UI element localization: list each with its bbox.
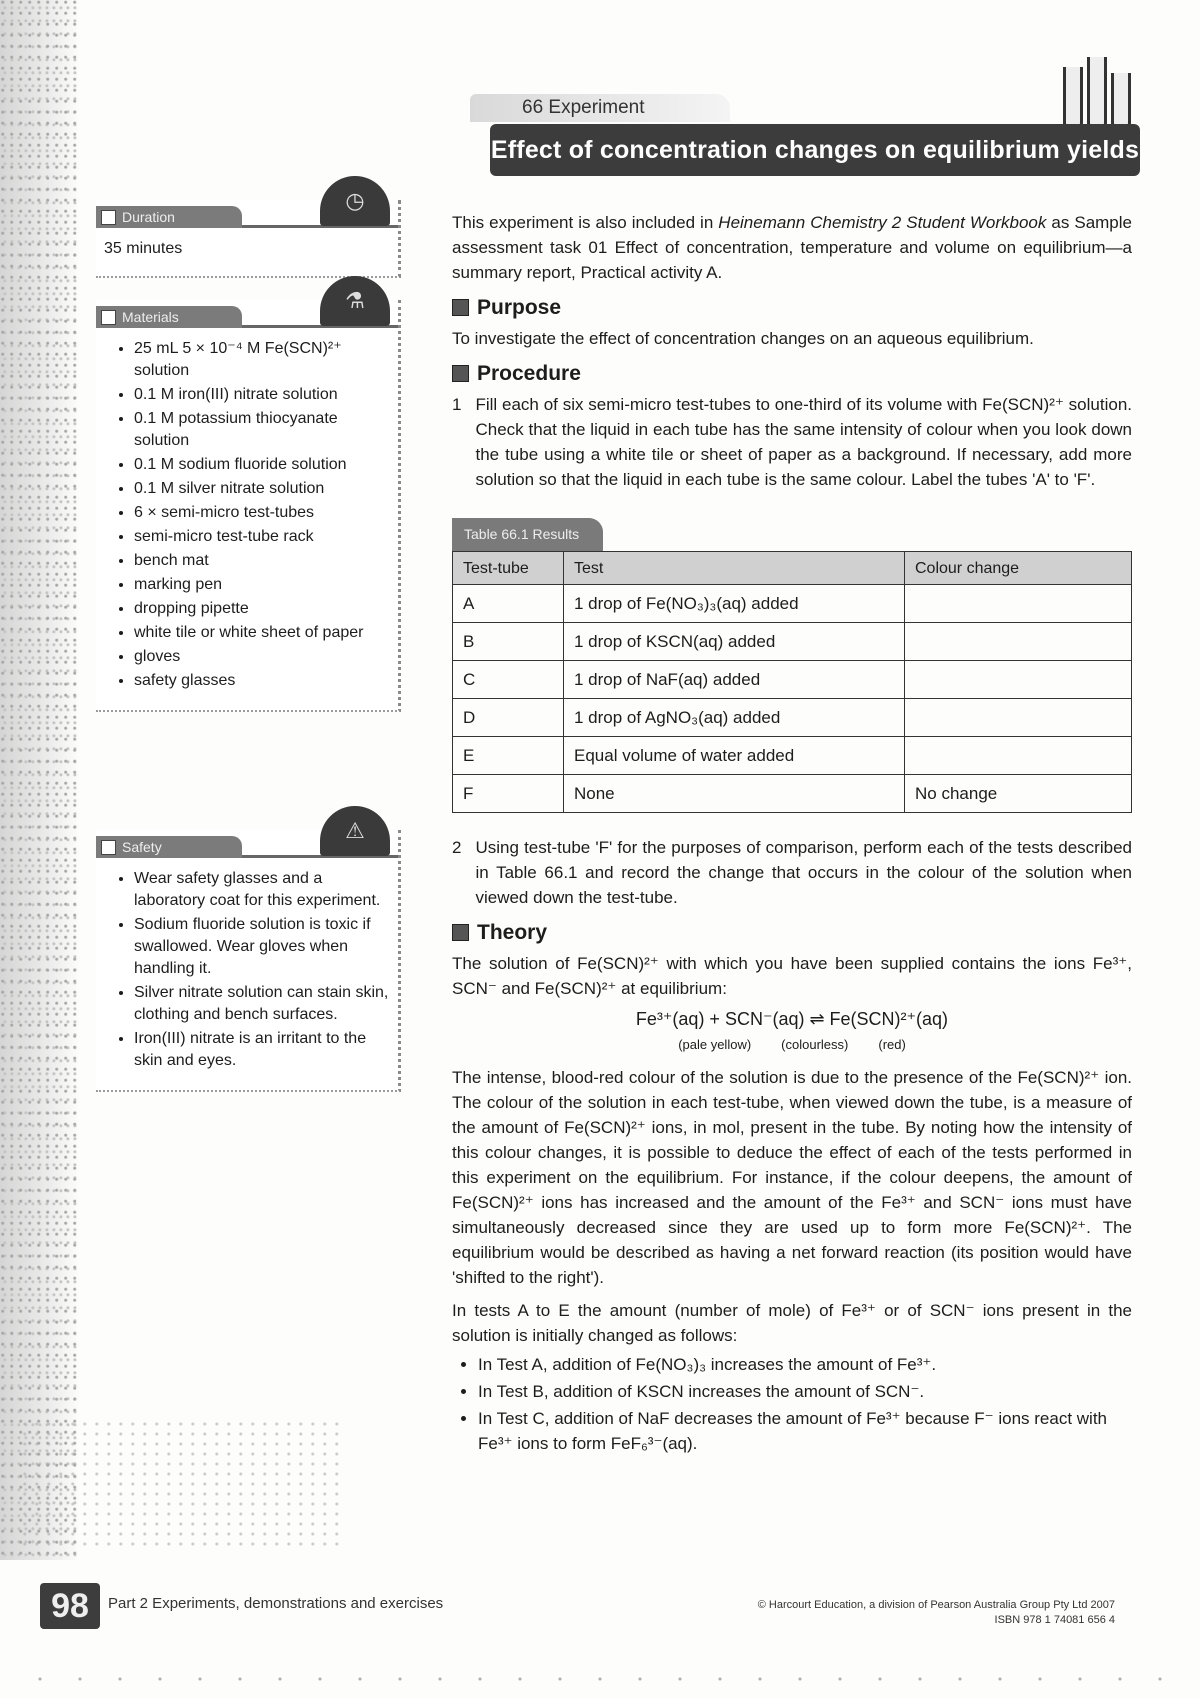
list-item: • In Test C, addition of NaF decreases the amount of Fe³⁺ because F⁻ ions react with Fe³⁺ ions to form FeF₆³⁻(aq). bbox=[478, 1406, 1132, 1456]
scan-shadow bbox=[0, 0, 80, 1560]
table-row: B 1 drop of KSCN(aq) added bbox=[453, 623, 1132, 661]
duration-tab: Duration bbox=[96, 206, 242, 228]
safety-box bbox=[96, 818, 401, 1092]
list-item: • 0.1 M sodium fluoride solution bbox=[134, 454, 390, 476]
table-row: E Equal volume of water added bbox=[453, 737, 1132, 775]
list-item: • 0.1 M potassium thiocyanate solution bbox=[134, 408, 390, 452]
equation-labels: (pale yellow) (colourless) (red) bbox=[678, 1037, 906, 1052]
test-tubes-icon bbox=[1055, 60, 1145, 130]
list-item: • bench mat bbox=[134, 550, 390, 572]
list-item: • Silver nitrate solution can stain skin, clothing and bench surfaces. bbox=[134, 982, 390, 1026]
results-table bbox=[452, 551, 1132, 813]
table-row: D 1 drop of AgNO₃(aq) added bbox=[453, 699, 1132, 737]
column-header: Test bbox=[564, 552, 905, 585]
heading-square-icon bbox=[452, 365, 469, 382]
colour-change-cell[interactable] bbox=[905, 661, 1132, 699]
safety-list bbox=[104, 868, 390, 1072]
list-item: • 6 × semi-micro test-tubes bbox=[134, 502, 390, 524]
clock-icon: ◷ bbox=[320, 176, 390, 226]
equilibrium-equation: Fe³⁺(aq) + SCN⁻(aq) ⇌ Fe(SCN)²⁺(aq) bbox=[635, 1009, 949, 1029]
safety-goggles-icon: ⚠ bbox=[320, 806, 390, 856]
table-header-row bbox=[453, 552, 1132, 585]
theory-paragraph: In tests A to E the amount (number of mole) of Fe³⁺ or of SCN⁻ ions present in the solution is initially changed as follows: bbox=[452, 1301, 1132, 1345]
page-title: Effect of concentration changes on equilibrium yields bbox=[490, 124, 1140, 176]
heading-square-icon bbox=[452, 924, 469, 941]
book-title: Heinemann Chemistry 2 Student Workbook bbox=[718, 213, 1047, 232]
beaker-icon: ⚗ bbox=[320, 276, 390, 326]
purpose-heading: Purpose bbox=[452, 295, 1132, 320]
colour-change-cell[interactable] bbox=[905, 699, 1132, 737]
list-item: • safety glasses bbox=[134, 670, 390, 692]
duration-box bbox=[96, 188, 401, 278]
list-item: • 0.1 M silver nitrate solution bbox=[134, 478, 390, 500]
theory-heading: Theory bbox=[452, 920, 1132, 945]
list-item: • Iron(III) nitrate is an irritant to the skin and eyes. bbox=[134, 1028, 390, 1072]
theory-paragraph: The solution of Fe(SCN)²⁺ with which you have been supplied contains the ions Fe³⁺, SCN⁻ and Fe(SCN)²⁺ at equilibrium: bbox=[452, 954, 1132, 998]
results-table-block bbox=[452, 518, 1132, 813]
table-row: C 1 drop of NaF(aq) added bbox=[453, 661, 1132, 699]
procedure-step-2: 2 Using test-tube 'F' for the purposes of comparison, perform each of the tests described in Table 66.1 and record the change that occurs in the colour of the solution when viewed down the test-tube. bbox=[452, 838, 1132, 907]
list-item: • 0.1 M iron(III) nitrate solution bbox=[134, 384, 390, 406]
list-item: • dropping pipette bbox=[134, 598, 390, 620]
list-item: • white tile or white sheet of paper bbox=[134, 622, 390, 644]
list-item: • Sodium fluoride solution is toxic if swallowed. Wear gloves when handling it. bbox=[134, 914, 390, 980]
footer-section-title: Part 2 Experiments, demonstrations and exercises bbox=[108, 1595, 444, 1612]
safety-tab: Safety bbox=[96, 836, 242, 858]
isbn: ISBN 978 1 74081 656 4 bbox=[994, 1614, 1115, 1626]
column-header: Colour change bbox=[905, 552, 1132, 585]
table-row: F None No change bbox=[453, 775, 1132, 813]
materials-list bbox=[104, 338, 390, 692]
checkbox-icon bbox=[101, 210, 116, 225]
table-row: A 1 drop of Fe(NO₃)₃(aq) added bbox=[453, 585, 1132, 623]
theory-paragraph: The intense, blood-red colour of the solution is due to the presence of the Fe(SCN)²⁺ ion. The colour of the solution in each test-tube, when viewed down the tube, is a measure of the amount of Fe(SCN)²⁺ ions, in mol, present in the tube. By noting how the intensity of this colour changes, it is possible to deduce the effect of each of the tests performed in this experiment on the equilibrium. For instance, if the colour deepens, the amount of Fe(SCN)²⁺ ions has increased and the amount of the Fe³⁺ and SCN⁻ ions must have simultaneously decreased since they are used up to form more Fe(SCN)²⁺. The equilibrium would be described as having a net forward reaction (its position would have 'shifted to the right'). bbox=[452, 1068, 1132, 1287]
list-item: • In Test A, addition of Fe(NO₃)₃ increases the amount of Fe³⁺. bbox=[478, 1352, 1132, 1377]
colour-change-cell: No change bbox=[905, 775, 1132, 813]
list-item: • 25 mL 5 × 10⁻⁴ M Fe(SCN)²⁺ solution bbox=[134, 338, 390, 382]
experiment-label: 66 Experiment bbox=[470, 94, 730, 122]
materials-box bbox=[96, 288, 401, 712]
intro-paragraph: This experiment is also included in Heinemann Chemistry 2 Student Workbook as Sample assessment task 01 Effect of concentration, temperature and volume on equilibrium—a summary report, Practical activity A. bbox=[452, 213, 1132, 282]
list-item: • semi-micro test-tube rack bbox=[134, 526, 390, 548]
table-caption: Table 66.1 Results bbox=[452, 518, 603, 551]
list-item: • In Test B, addition of KSCN increases the amount of SCN⁻. bbox=[478, 1379, 1132, 1404]
theory-list bbox=[452, 1352, 1132, 1456]
list-item: • Wear safety glasses and a laboratory coat for this experiment. bbox=[134, 868, 390, 912]
procedure-step-1: 1 Fill each of six semi-micro test-tubes to one-third of its volume with Fe(SCN)²⁺ solution. Check that the liquid in each tube has the same intensity of colour when you look down the tube using a white tile or sheet of paper as a background. If necessary, add more solution so that the liquid in each tube is the same colour. Label the tubes 'A' to 'F'. bbox=[452, 395, 1132, 489]
duration-text: 35 minutes bbox=[104, 240, 183, 257]
list-item: • gloves bbox=[134, 646, 390, 668]
main-content bbox=[452, 210, 1132, 1458]
colour-change-cell[interactable] bbox=[905, 585, 1132, 623]
column-header: Test-tube bbox=[453, 552, 564, 585]
scan-speckle bbox=[20, 1420, 340, 1550]
scan-dots bbox=[20, 1675, 1180, 1683]
list-item: • marking pen bbox=[134, 574, 390, 596]
colour-change-cell[interactable] bbox=[905, 623, 1132, 661]
purpose-text: To investigate the effect of concentration changes on an aqueous equilibrium. bbox=[452, 329, 1034, 348]
materials-tab: Materials bbox=[96, 306, 242, 328]
heading-square-icon bbox=[452, 299, 469, 316]
procedure-heading: Procedure bbox=[452, 361, 1132, 386]
footer-copyright: © Harcourt Education, a division of Pearson Australia Group Pty Ltd 2007 ISBN 978 1 74081 656 4 bbox=[620, 1598, 1115, 1628]
checkbox-icon bbox=[101, 310, 116, 325]
colour-change-cell[interactable] bbox=[905, 737, 1132, 775]
checkbox-icon bbox=[101, 840, 116, 855]
page-number: 98 bbox=[40, 1583, 100, 1629]
